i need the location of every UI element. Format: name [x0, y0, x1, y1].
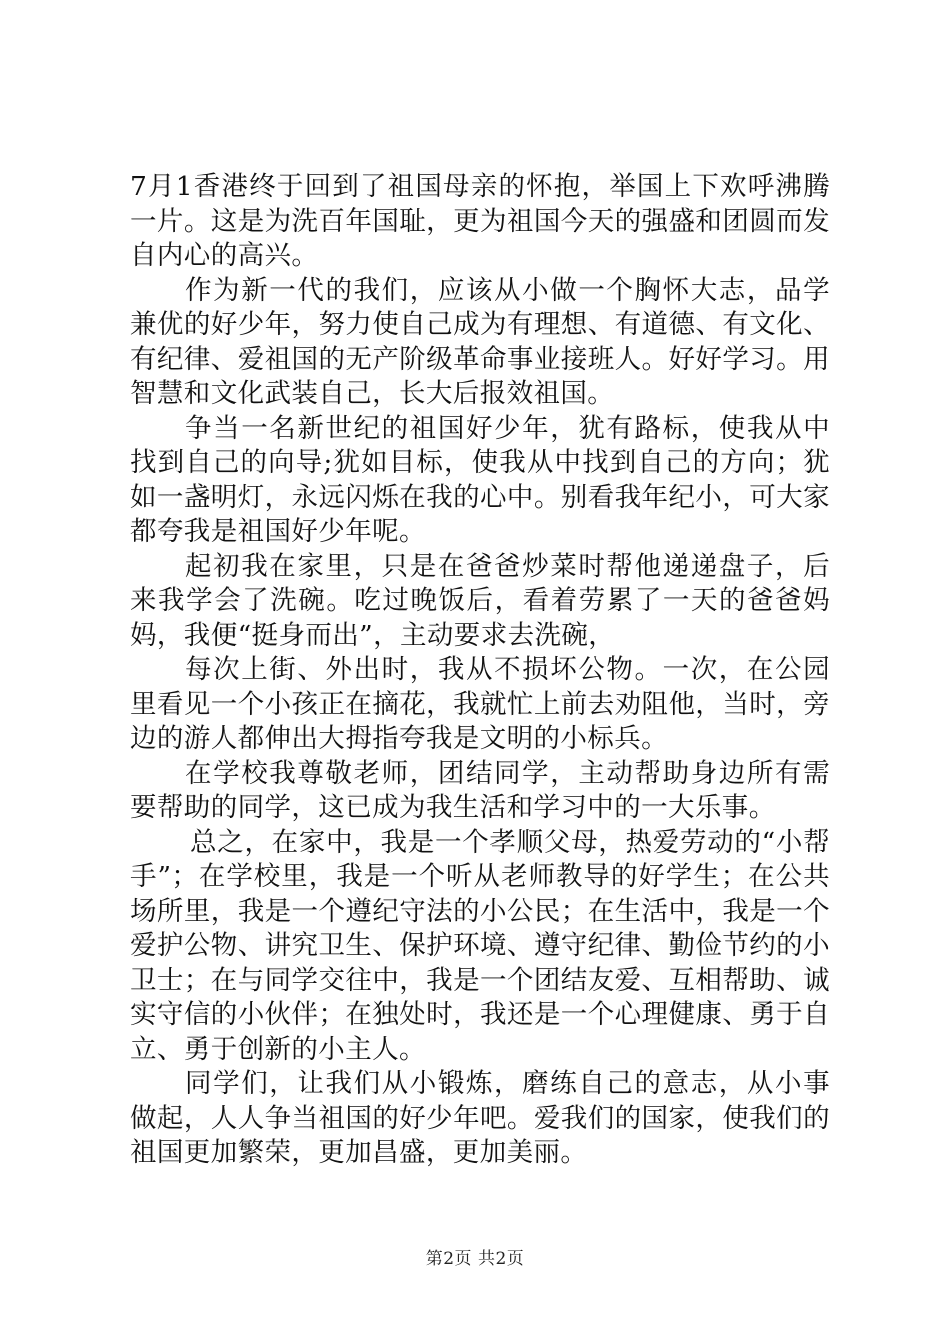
- document-body: [130, 170, 830, 1171]
- paragraph-5: 每次上街、外出时，我从不损坏公物。一次，在公园里看见一个小孩正在摘花，我就忙上前去劝阻他，当时，旁边的游人都伸出大拇指夸我是文明的小标兵。: [130, 654, 830, 754]
- page-footer: 第2页 共2页: [425, 1249, 525, 1269]
- paragraph-1: 7月1香港终于回到了祖国母亲的怀抱，举国上下欢呼沸腾一片。这是为洗百年国耻，更为祖国今天的强盛和团圆而发自内心的高兴。: [130, 171, 830, 271]
- paragraph-8: 同学们，让我们从小锻炼，磨练自己的意志，从小事做起，人人争当祖国的好少年吧。爱我们的国家，使我们的祖国更加繁荣，更加昌盛，更加美丽。: [130, 1068, 830, 1168]
- paragraph-2: 作为新一代的我们，应该从小做一个胸怀大志，品学兼优的好少年，努力使自己成为有理想、有道德、有文化、有纪律、爱祖国的无产阶级革命事业接班人。好好学习。用智慧和文化武装自己，长大后报效祖国。: [130, 274, 830, 409]
- paragraph-4: 起初我在家里，只是在爸爸炒菜时帮他递递盘子，后来我学会了洗碗。吃过晚饭后，看着劳累了一天的爸爸妈妈，我便“挺身而出”，主动要求去洗碗，: [130, 550, 830, 651]
- paragraph-7: 总之，在家中，我是一个孝顺父母，热爱劳动的“小帮手”；在学校里，我是一个听从老师教导的好学生；在公共场所里，我是一个遵纪守法的小公民；在生活中，我是一个爱护公物、讲究卫生、保护环境、遵守纪律、勤俭节约的小卫士；在与同学交往中，我是一个团结友爱、互相帮助、诚实守信的小伙伴；在独处时，我还是一个心理健康、勇于自立、勇于创新的小主人。: [130, 826, 830, 1065]
- paragraph-3: 争当一名新世纪的祖国好少年，犹有路标，使我从中找到自己的向导;犹如目标，使我从中找到自己的方向；犹如一盏明灯，永远闪烁在我的心中。别看我年纪小，可大家都夸我是祖国好少年呢。: [130, 412, 830, 547]
- paragraph-6: 在学校我尊敬老师，团结同学，主动帮助身边所有需要帮助的同学，这已成为我生活和学习中的一大乐事。: [130, 757, 830, 823]
